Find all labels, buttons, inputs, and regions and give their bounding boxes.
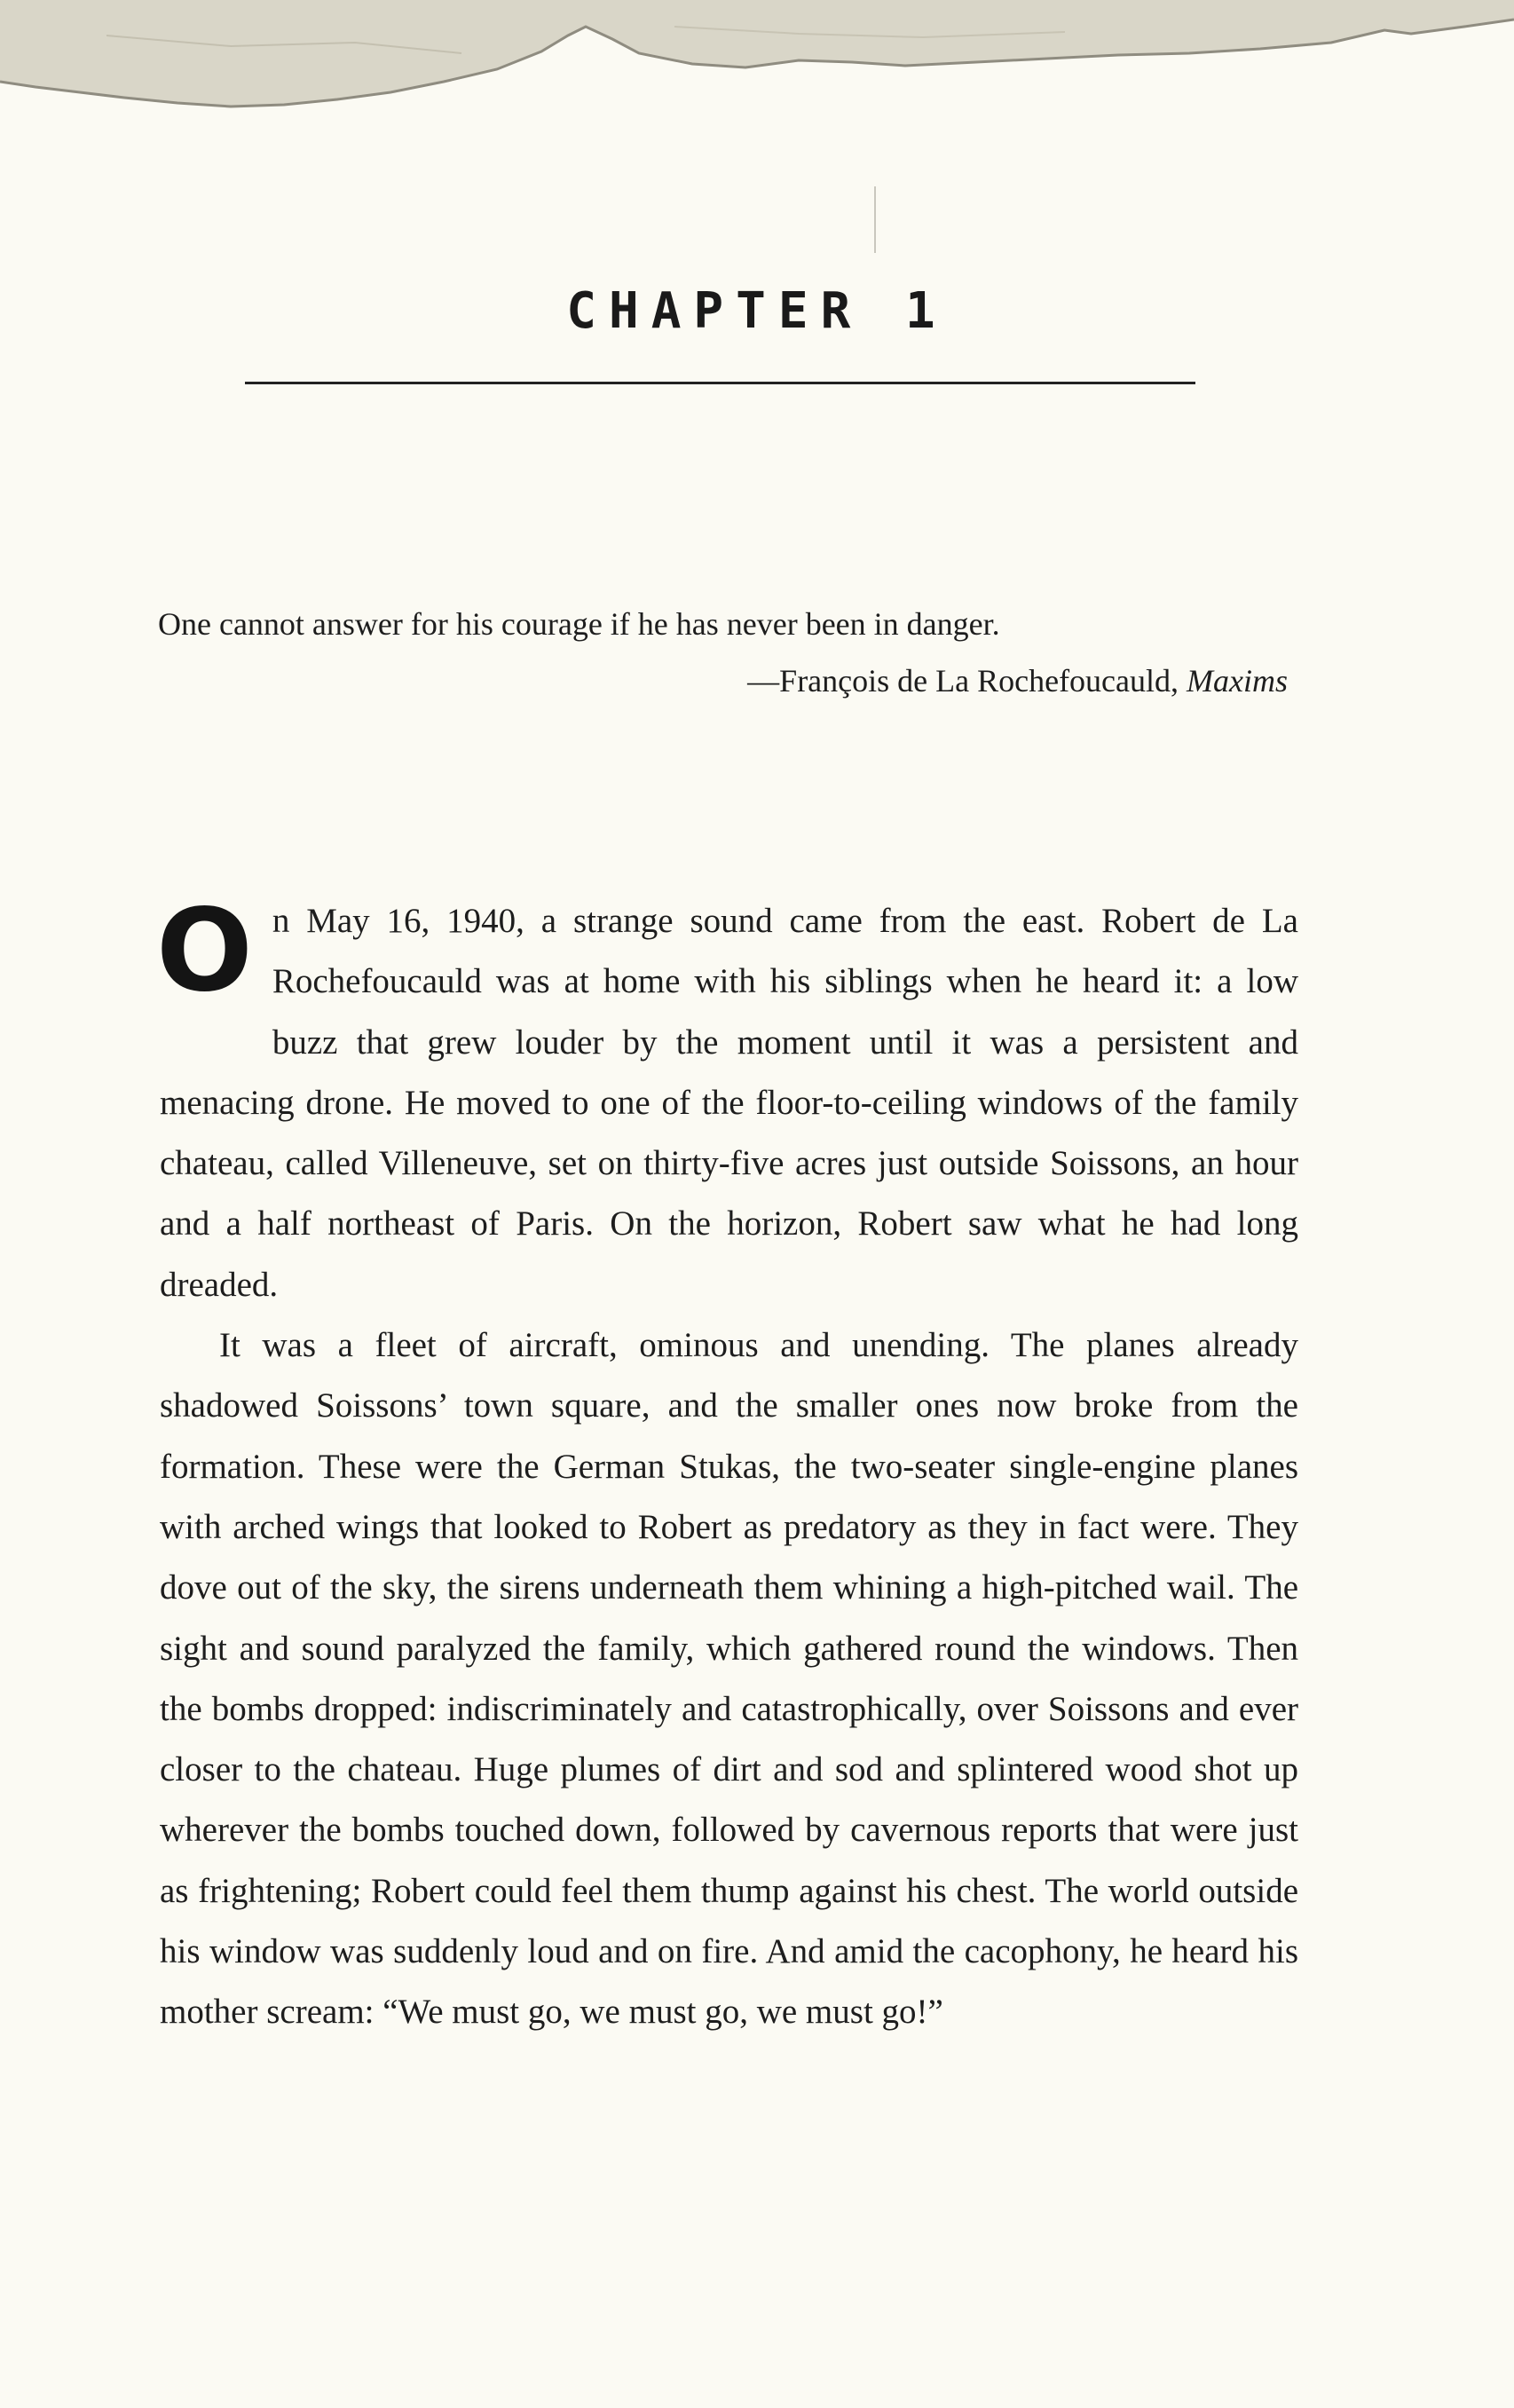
chapter-heading: CHAPTER 1 bbox=[566, 282, 948, 340]
paragraph-1-text: n May 16, 1940, a strange sound came from the east. Robert de La Rochefoucauld was at home with his siblings when he heard it: a low buzz that grew louder by the moment until it was a persistent and menacing drone. He moved to one of the floor-to-ceiling windows of the family chateau, called Villeneuve, set on thirty-five acres just outside Soissons, an hour and a half northeast of Paris. On the horizon, Robert saw what he had long dreaded. bbox=[160, 902, 1298, 1304]
attribution-author: —François de La Rochefoucauld, bbox=[747, 663, 1187, 699]
attribution-work: Maxims bbox=[1187, 663, 1288, 699]
paragraph-1 bbox=[156, 885, 1298, 1315]
chapter-body bbox=[156, 885, 1298, 2043]
paragraph-2: It was a fleet of aircraft, ominous and unending. The planes already shadowed Soissons’ town square, and the smaller ones now broke from the formation. These were the German Stukas, the two-seater single-engine planes with arched wings that looked to Robert as predatory as they in fact were. They dove out of the sky, the sirens underneath them whining a high-pitched wail. The sight and sound paralyzed the family, which gathered round the windows. Then the bombs dropped: indiscriminately and catastrophically, over Soissons and ever closer to the chateau. Huge plumes of dirt and sod and splintered wood shot up wherever the bombs touched down, followed by cavernous reports that were just as frightening; Robert could feel them thump against his chest. The world outside his window was suddenly loud and on fire. And amid the cacophony, he heard his mother scream: “We must go, we must go, we must go!” bbox=[160, 1326, 1298, 2032]
torn-page-edge bbox=[0, 0, 1514, 124]
page-crease bbox=[874, 186, 876, 253]
epigraph-attribution bbox=[747, 653, 1288, 708]
drop-cap: O bbox=[156, 885, 253, 1017]
epigraph-quote: One cannot answer for his courage if he has never been in danger. bbox=[158, 606, 1000, 642]
chapter-rule bbox=[245, 382, 1195, 384]
